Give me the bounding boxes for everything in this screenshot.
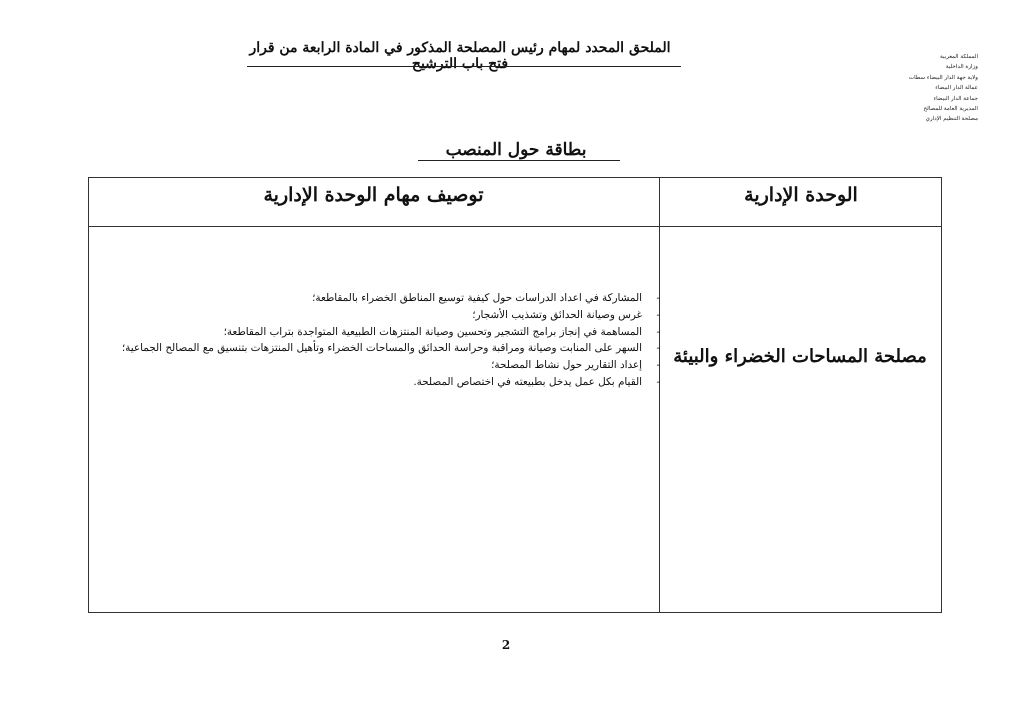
task-text: المساهمة في إنجاز برامج التشجير وتحسين وصيانة المنتزهات الطبيعية المتواجدة بتراب المقاطعة؛ xyxy=(223,325,642,338)
task-list xyxy=(121,290,660,391)
task-text: المشاركة في اعداد الدراسات حول كيفية توسيع المناطق الخضراء بالمقاطعة؛ xyxy=(312,292,642,304)
admin-line-directorate: المديرية العامة للمصالح xyxy=(923,106,978,113)
task-text: القيام بكل عمل يدخل بطبيعته في اختصاص المصلحة. xyxy=(413,375,642,388)
admin-line-wilaya: ولاية جهة الدار البيضاء سطات xyxy=(908,74,978,81)
administrative-header xyxy=(868,52,978,125)
job-card-table xyxy=(88,177,942,613)
bullet-dash: - xyxy=(656,342,660,355)
task-item xyxy=(230,307,660,324)
header-task-description: توصيف مهام الوحدة الإدارية xyxy=(263,184,484,206)
annex-title-underline xyxy=(247,66,681,67)
annex-title: الملحق المحدد لمهام رئيس المصلحة المذكور في المادة الرابعة من قرار فتح باب الترشيح xyxy=(249,40,671,72)
task-item xyxy=(230,357,660,374)
header-administrative-unit: الوحدة الإدارية xyxy=(744,184,858,206)
card-title: بطاقة حول المنصب xyxy=(445,140,587,160)
bullet-dash: - xyxy=(656,375,660,388)
task-item xyxy=(230,374,660,391)
bullet-dash: - xyxy=(656,292,660,304)
card-title-underline xyxy=(418,160,620,161)
unit-name: مصلحة المساحات الخضراء والبيئة xyxy=(673,346,927,367)
admin-line-prefecture: عمالة الدار البيضاء xyxy=(935,85,978,92)
task-item xyxy=(223,324,660,341)
admin-line-commune: جماعة الدار البيضاء xyxy=(933,95,978,102)
table-column-divider xyxy=(659,177,660,613)
task-item xyxy=(230,290,660,307)
page-number: 2 xyxy=(501,638,511,652)
task-text: غرس وصيانة الحدائق وتشذيب الأشجار؛ xyxy=(472,308,642,321)
admin-line-service: مصلحة التنظيم الإداري xyxy=(925,116,978,123)
bullet-dash: - xyxy=(656,308,660,321)
task-item xyxy=(121,340,660,357)
bullet-dash: - xyxy=(656,359,660,372)
admin-line-ministry: وزارة الداخلية xyxy=(945,64,978,71)
task-text: السهر على المنابت وصيانة ومراقبة وحراسة الحدائق والمساحات الخضراء وتأهيل المنتزهات بتنسيق مع المصالح الجماعية؛ xyxy=(121,342,642,355)
task-text: إعداد التقارير حول نشاط المصلحة؛ xyxy=(491,359,642,372)
table-header-divider xyxy=(88,226,942,227)
bullet-dash: - xyxy=(656,325,660,338)
admin-line-kingdom: المملكة المغربية xyxy=(940,54,978,60)
